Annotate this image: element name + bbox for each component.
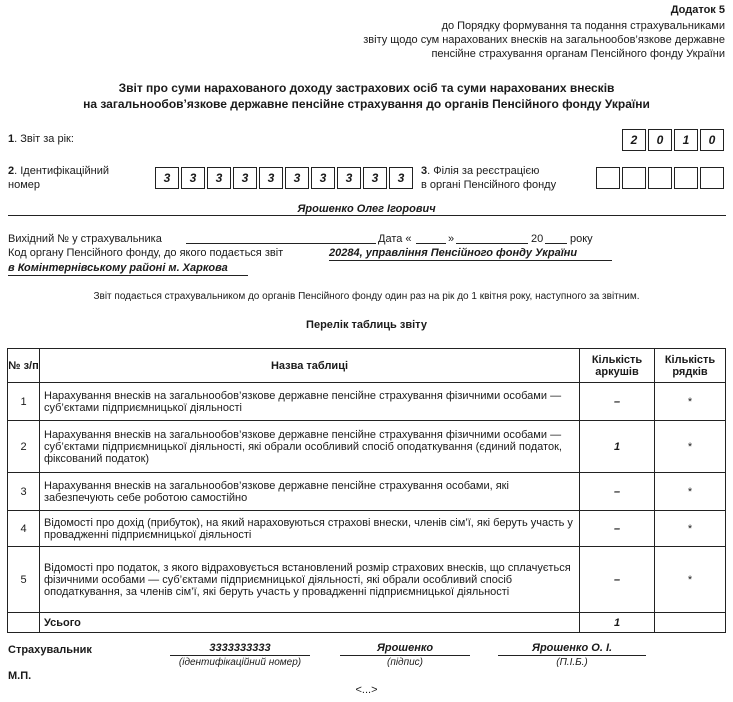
year-digit: 0 xyxy=(648,129,672,151)
ident-digit: 3 xyxy=(233,167,257,189)
row-rows: * xyxy=(655,547,726,613)
row-num: 1 xyxy=(8,383,40,421)
ident-boxes xyxy=(155,167,415,189)
table-row xyxy=(8,421,726,473)
total-label: Усього xyxy=(40,613,580,633)
year-digit: 0 xyxy=(700,129,724,151)
row-sheets: – xyxy=(580,383,655,421)
date-day-line xyxy=(416,243,446,244)
footer-pib-caption: (П.І.Б.) xyxy=(556,657,588,668)
authority-label: Код органу Пенсійного фонду, до якого подається звіт xyxy=(8,247,284,259)
authority-underline xyxy=(8,275,248,276)
tables-list xyxy=(7,348,726,633)
ident-digit: 3 xyxy=(389,167,413,189)
row-name: Нарахування внесків на загальнообов’язкове державне пенсійне страхування фізичними особами — суб’єктами підприємницької діяльності xyxy=(40,383,580,421)
title-line: Звіт про суми нарахованого доходу застрахових осіб та суми нарахованих внесків xyxy=(118,81,615,95)
row-num: 4 xyxy=(8,511,40,547)
branch-box xyxy=(596,167,620,189)
total-rows xyxy=(655,613,726,633)
footer-pib-value: Ярошенко О. І. xyxy=(531,642,613,654)
row-name: Відомості про дохід (прибуток), на який нараховуються страхові внески, членів сім’ї, які беруть участь у провадженні підприємницької діяльності xyxy=(40,511,580,547)
ident-digit: 3 xyxy=(285,167,309,189)
year-digit: 1 xyxy=(674,129,698,151)
field-label: в органі Пенсійного фонду xyxy=(421,179,557,191)
total-num xyxy=(8,613,40,633)
field-label: . Ідентифікаційний xyxy=(14,165,110,177)
header-num: № з/п xyxy=(8,349,40,383)
branch-box xyxy=(648,167,672,189)
branch-box xyxy=(700,167,724,189)
date-year-word: року xyxy=(570,233,593,245)
ident-digit: 3 xyxy=(207,167,231,189)
field-number: 3 xyxy=(421,165,428,177)
name-underline xyxy=(8,215,726,216)
year-label xyxy=(8,133,74,145)
date-label: Дата « xyxy=(378,233,412,245)
row-sheets: – xyxy=(580,473,655,511)
ident-digit: 3 xyxy=(363,167,387,189)
row-num: 2 xyxy=(8,421,40,473)
table-row xyxy=(8,511,726,547)
footer-sign-value: Ярошенко xyxy=(376,642,434,654)
row-rows: * xyxy=(655,473,726,511)
header-name: Назва таблиці xyxy=(40,349,580,383)
row-rows: * xyxy=(655,421,726,473)
footer-id-line xyxy=(170,655,310,656)
footer-id-caption: (ідентифікаційний номер) xyxy=(178,657,302,668)
ident-digit: 3 xyxy=(337,167,361,189)
table-row xyxy=(8,383,726,421)
insurer-label: Страхувальник xyxy=(8,644,92,656)
footer-id-value: 3333333333 xyxy=(209,642,271,654)
ident-digit: 3 xyxy=(181,167,205,189)
footer-sign-caption: (підпис) xyxy=(387,657,423,668)
table-row xyxy=(8,547,726,613)
table-total-row xyxy=(8,613,726,633)
date-century: 20 xyxy=(531,233,544,245)
appendix-subtitle xyxy=(363,19,725,61)
list-title: Перелік таблиць звіту xyxy=(306,319,427,331)
field-label: . Звіт за рік: xyxy=(14,133,74,145)
row-name: Нарахування внесків на загальнообов’язкове державне пенсійне страхування особами, які забезпечують себе роботою самостійно xyxy=(40,473,580,511)
footer-pib-line xyxy=(498,655,646,656)
row-name: Нарахування внесків на загальнообов’язкове державне пенсійне страхування фізичними особами — суб’єктами підприємницької діяльності, які обрали особливий спосіб оподаткування (єдиний податок, фіксований податок) xyxy=(40,421,580,473)
outgoing-label: Вихідний № у страхувальника xyxy=(8,233,162,245)
table-header-row xyxy=(8,349,726,383)
table-row xyxy=(8,473,726,511)
submission-note: Звіт подається страхувальником до органів Пенсійного фонду один раз на рік до 1 квітня року, наступного за звітним. xyxy=(93,291,640,302)
year-digit: 2 xyxy=(622,129,646,151)
title-line: на загальнообов’язкове державне пенсійне страхування до органів Пенсійного фонду України xyxy=(83,97,650,111)
ident-digit: 3 xyxy=(311,167,335,189)
row-sheets: – xyxy=(580,511,655,547)
field-number: 2 xyxy=(8,165,15,177)
branch-box xyxy=(622,167,646,189)
year-boxes xyxy=(622,129,726,151)
ident-digit: 3 xyxy=(155,167,179,189)
row-num: 5 xyxy=(8,547,40,613)
report-title xyxy=(0,80,733,112)
field-number: 1 xyxy=(8,133,15,145)
row-sheets: – xyxy=(580,547,655,613)
ident-digit: 3 xyxy=(259,167,283,189)
appendix-line: звіту щодо сум нарахованих внесків на загальнообов’язкове державне xyxy=(363,34,725,46)
row-rows: * xyxy=(655,383,726,421)
authority-value: 20284, управління Пенсійного фонду України xyxy=(329,247,578,259)
row-rows: * xyxy=(655,511,726,547)
header-sheets: Кількість аркушів xyxy=(580,349,655,383)
branch-label xyxy=(421,164,556,192)
row-sheets: 1 xyxy=(580,421,655,473)
total-sheets: 1 xyxy=(580,613,655,633)
branch-boxes xyxy=(596,167,726,189)
field-label: номер xyxy=(8,179,40,191)
authority-underline xyxy=(329,260,612,261)
date-month-line xyxy=(456,243,528,244)
branch-box xyxy=(674,167,698,189)
outgoing-number-line xyxy=(186,243,376,244)
appendix-line: до Порядку формування та подання страхувальниками xyxy=(441,20,725,32)
row-num: 3 xyxy=(8,473,40,511)
footer-sign-line xyxy=(340,655,470,656)
insurer-name: Ярошенко Олег Ігорович xyxy=(297,203,436,215)
omission-mark: <...> xyxy=(355,684,378,696)
header-rows: Кількість рядків xyxy=(655,349,726,383)
field-label: . Філія за реєстрацією xyxy=(427,165,540,177)
row-name: Відомості про податок, з якого відраховується встановлений розмір страхових внесків, що сплачується фізичними особами — суб’єктами підприємницької діяльності, які обрали особливий спосіб оподаткування, за членів сім’ї, які беруть участь у провадженні підприємницької діяльності xyxy=(40,547,580,613)
ident-label xyxy=(8,164,109,192)
stamp-label: М.П. xyxy=(8,670,32,682)
appendix-line: пенсійне страхування органам Пенсійного фонду України xyxy=(431,48,725,60)
date-quote: » xyxy=(448,233,455,245)
authority-value-cont: в Комінтернівському районі м. Харкова xyxy=(8,262,228,274)
appendix-label: Додаток 5 xyxy=(670,4,725,16)
date-year-line xyxy=(545,243,567,244)
